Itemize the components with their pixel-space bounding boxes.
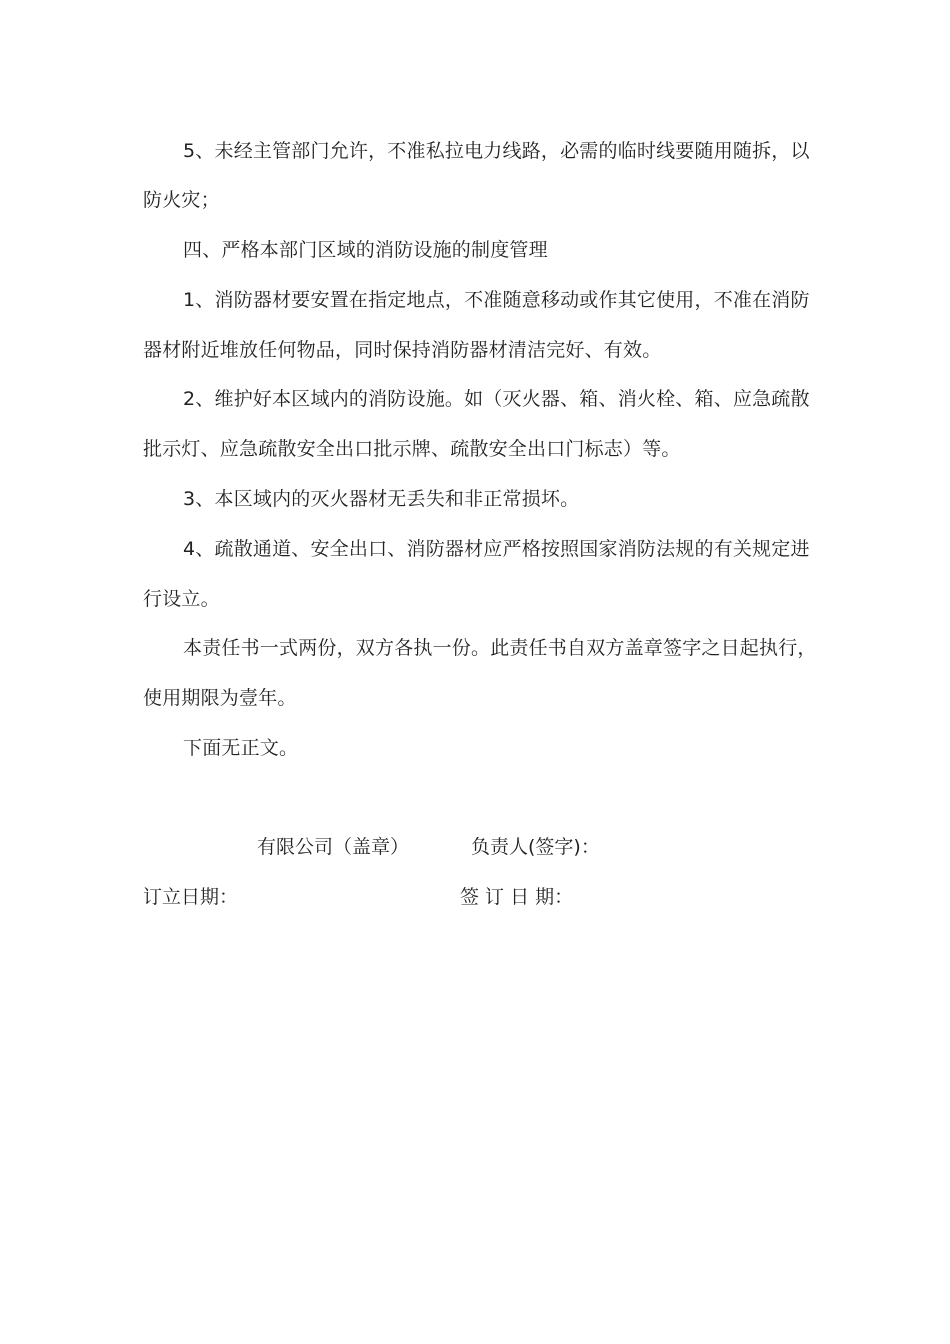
paragraph-line: 使用期限为壹年。 [143,687,297,709]
paragraph-line: 批示灯、应急疏散安全出口批示牌、疏散安全出口门标志）等。 [143,438,681,460]
paragraph-line: 2、维护好本区域内的消防设施。如（灭火器、箱、消火栓、箱、应急疏散 [183,388,810,410]
paragraph-line: 4、疏散通道、安全出口、消防器材应严格按照国家消防法规的有关规定进 [183,538,810,560]
paragraph-line: 防火灾； [143,189,220,211]
paragraph-line: 器材附近堆放任何物品，同时保持消防器材清洁完好、有效。 [143,339,662,361]
paragraph-line: 本责任书一式两份，双方各执一份。此责任书自双方盖章签字之日起执行， [183,637,817,659]
paragraph-line: 3、本区域内的灭火器材无丢失和非正常损坏。 [183,488,580,510]
paragraph-line: 1、消防器材要安置在指定地点，不准随意移动或作其它使用，不准在消防 [183,289,810,311]
responsible-person-label: 负责人(签字)： [471,836,600,858]
section-heading: 四、严格本部门区域的消防设施的制度管理 [183,239,548,261]
paragraph-line: 5、未经主管部门允许，不准私拉电力线路，必需的临时线要随用随拆，以 [183,140,810,162]
paragraph-line: 下面无正文。 [183,737,299,759]
paragraph-line: 行设立。 [143,588,220,610]
sign-date-left-label: 订立日期： [143,886,239,908]
sign-date-right-label: 签 订 日 期： [460,886,574,908]
company-stamp-label: 有限公司（盖章） [257,836,410,858]
